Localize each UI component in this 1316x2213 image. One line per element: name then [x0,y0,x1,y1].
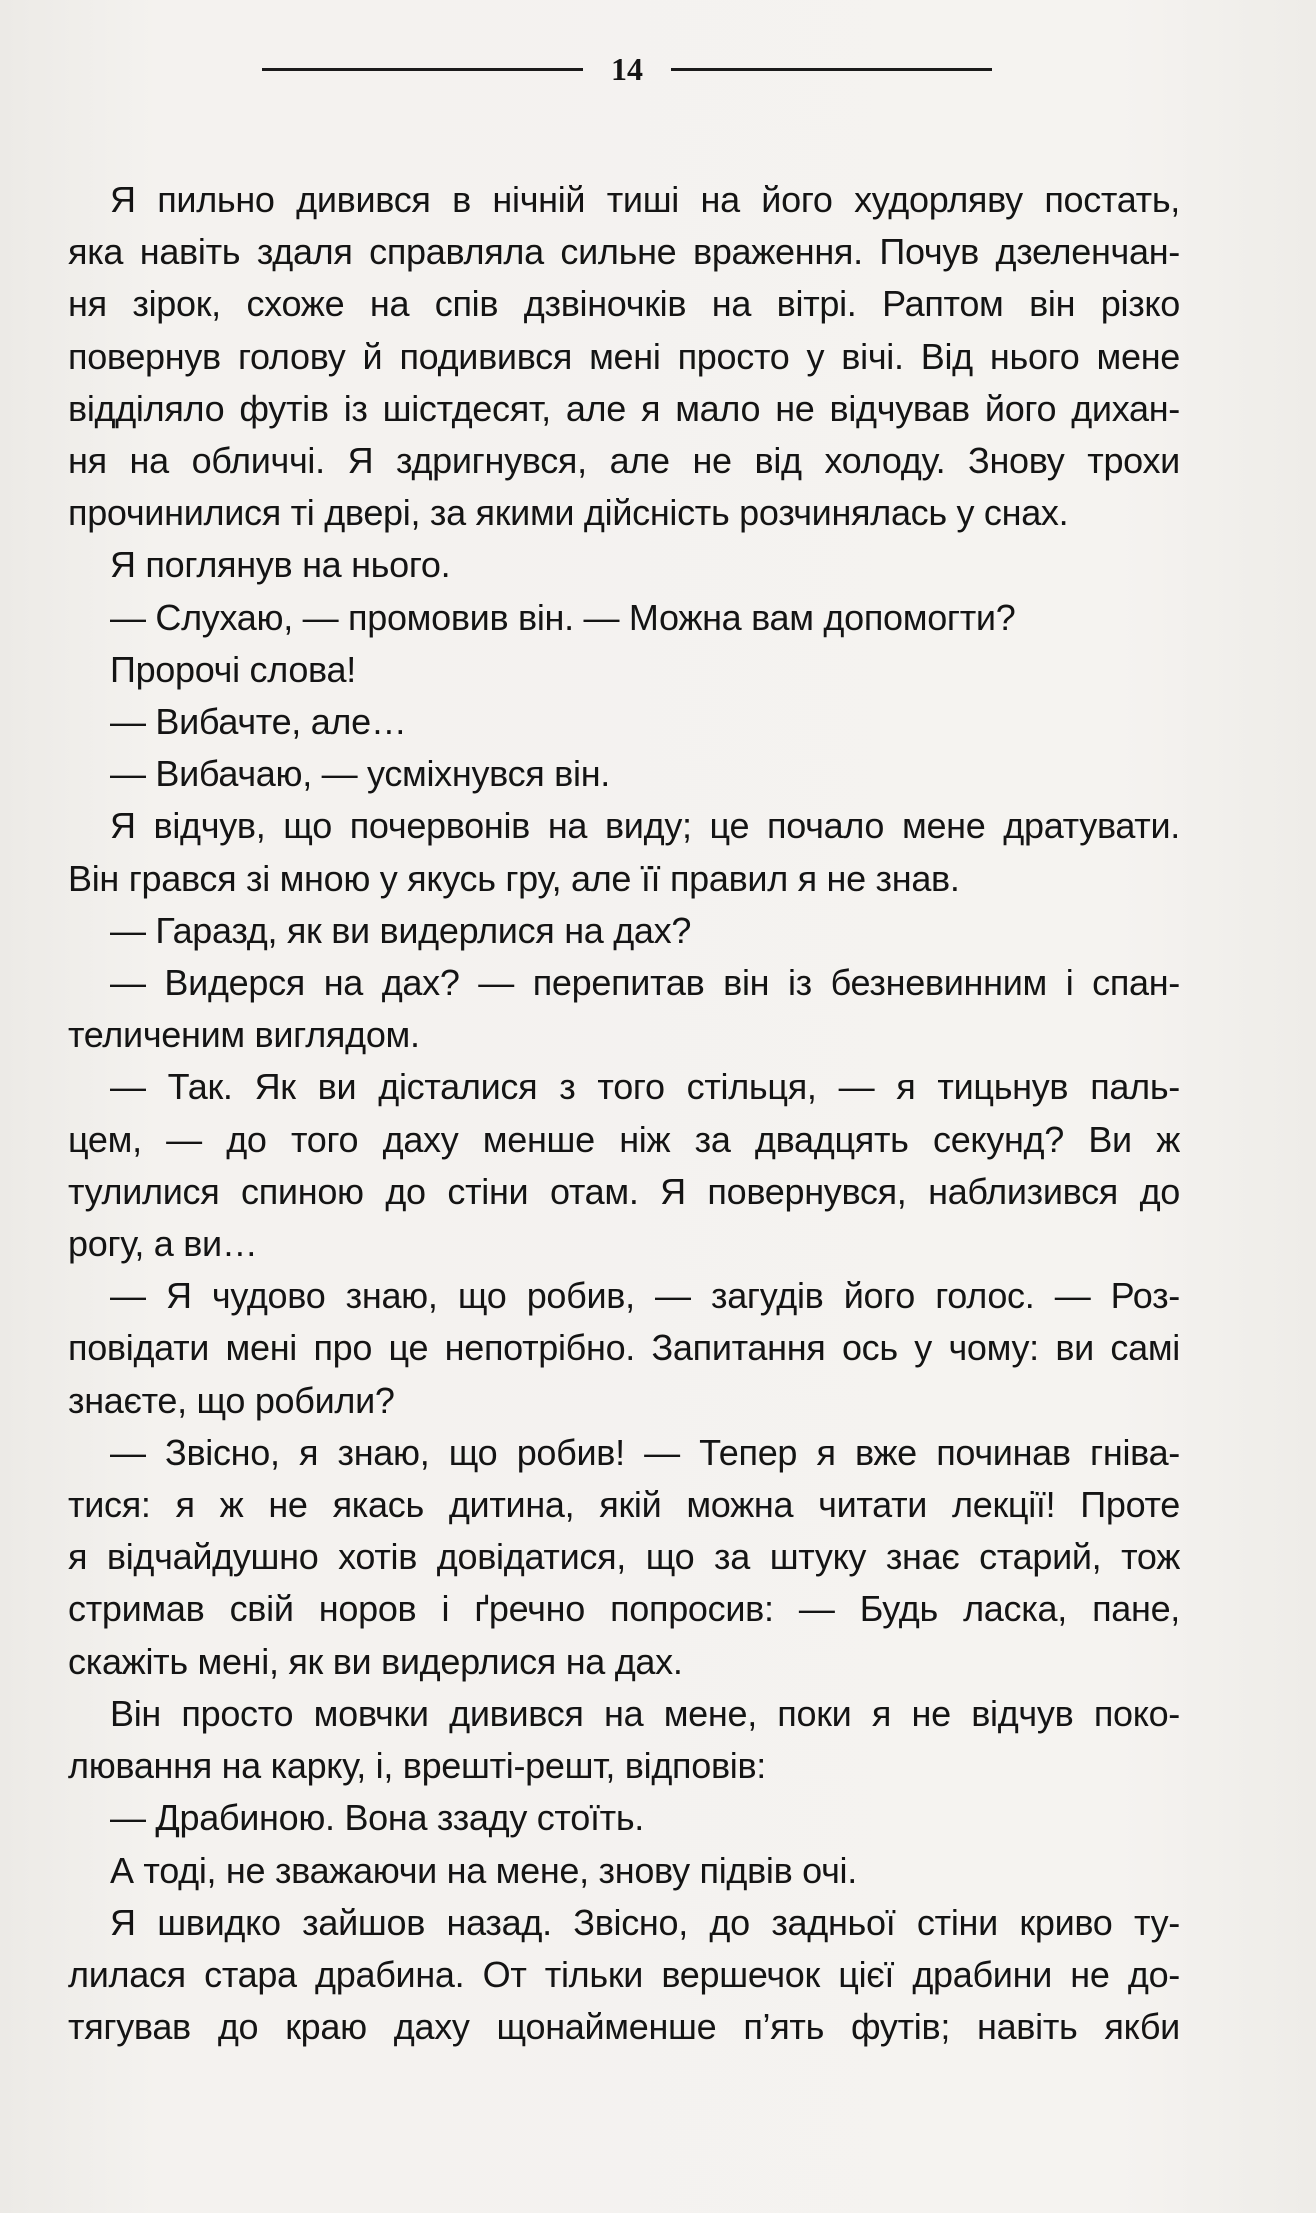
text-line: Я швидко зайшов назад. Звісно, до задньої стіни криво ту- [110,1901,1180,1943]
text-line: знаєте, що робили? [68,1379,395,1421]
text-line: — Видерся на дах? — перепитав він із безневинним і спан- [110,962,1180,1004]
text-line: Я поглянув на нього. [110,544,451,586]
text-line: тягував до краю даху щонайменше п’ять футів; навіть якби [68,2006,1180,2048]
text-line: скажіть мені, як ви видерлися на дах. [68,1640,683,1682]
text-line: тулилися спиною до стіни отам. Я повернувся, наблизився до [68,1170,1180,1212]
text-line: лилася стара драбина. От тільки вершечок цієї драбини не до- [68,1953,1180,1995]
text-line: Пророчі слова! [110,648,356,690]
text-line: — Слухаю, — промовив він. — Можна вам допомогти? [110,596,1016,638]
text-line: — Гаразд, як ви видерлися на дах? [110,909,692,951]
text-line: Він просто мовчки дивився на мене, поки я не відчув поко- [110,1692,1180,1734]
text-line: — Вибачте, але… [110,701,407,743]
text-line: цем, — до того даху менше ніж за двадцять секунд? Ви ж [68,1118,1180,1160]
text-line: повернув голову й подивився мені просто у вічі. Від нього мене [68,335,1180,377]
text-line: — Звісно, я знаю, що робив! — Тепер я вже починав гніва- [110,1431,1180,1473]
text-line: прочинилися ті двері, за якими дійсність розчинялась у снах. [68,492,1069,534]
page-header [262,46,992,92]
text-line: — Драбиною. Вона ззаду стоїть. [110,1797,644,1839]
body-text [68,174,1180,2053]
text-line: — Я чудово знаю, що робив, — загудів його голос. — Роз- [110,1275,1180,1317]
text-line: ня на обличчі. Я здригнувся, але не від холоду. Знову трохи [68,440,1180,482]
text-line: — Так. Як ви дісталися з того стільця, — я тицьнув паль- [110,1066,1180,1108]
text-line: тися: я ж не якась дитина, якій можна читати лекції! Проте [68,1484,1180,1526]
text-line: відділяло футів із шістдесят, але я мало не відчував його дихан- [68,387,1180,429]
header-rule-right [671,68,992,71]
text-line: Я відчув, що почервонів на виду; це почало мене дратувати. [110,805,1180,847]
text-line: Він грався зі мною у якусь гру, але її правил я не знав. [68,857,960,899]
text-line: Я пильно дивився в нічній тиші на його худорляву постать, [110,179,1180,220]
text-line: я відчайдушно хотів довідатися, що за штуку знає старий, тож [68,1536,1180,1578]
text-line: лювання на карку, і, врешті-решт, відповів: [68,1745,766,1787]
text-line: теличеним виглядом. [68,1014,420,1056]
text-line: стримав свій норов і ґречно попросив: — Будь ласка, пане, [68,1588,1180,1630]
header-rule-left [262,68,583,71]
text-line: — Вибачаю, — усміхнувся він. [110,753,610,795]
text-line: яка навіть здаля справляла сильне враження. Почув дзеленчан- [68,231,1180,273]
page-number: 14 [611,51,643,87]
text-line: ня зірок, схоже на спів дзвіночків на вітрі. Раптом він різко [68,283,1180,325]
text-line: повідати мені про це непотрібно. Запитання ось у чому: ви самі [68,1327,1180,1369]
text-line: А тоді, не зважаючи на мене, знову підвів очі. [110,1849,857,1891]
text-line: рогу, а ви… [68,1223,258,1265]
